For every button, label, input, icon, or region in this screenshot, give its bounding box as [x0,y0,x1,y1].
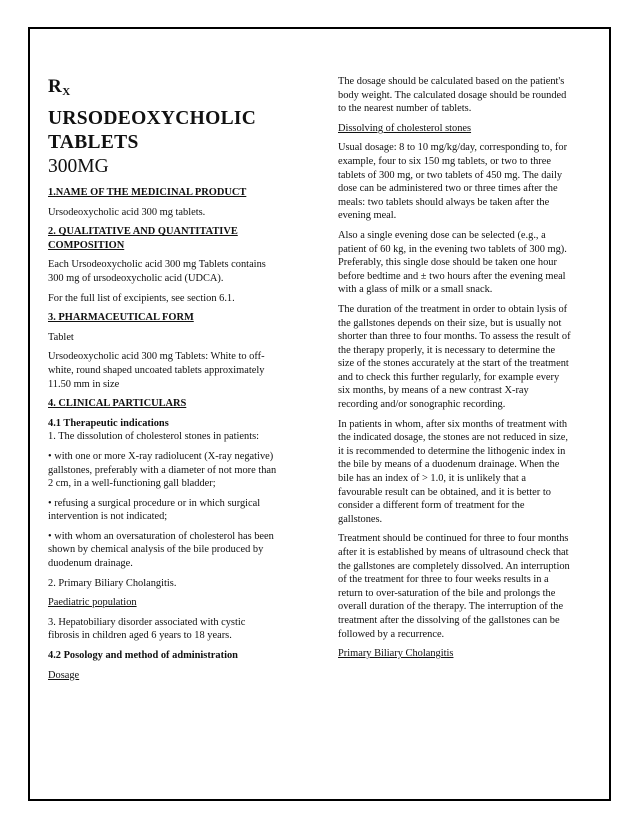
subheading-dissolving: Dissolving of cholesterol stones [338,122,472,134]
paragraph: For the full list of excipients, see section 6.1. [48,292,235,304]
paragraph: Tablet [48,331,74,343]
paragraph: 3. Hepatobiliary disorder associated with cystic fibrosis in children aged 6 years to 18 years. [48,616,246,642]
left-content [48,186,278,688]
subsection-heading-4-1: 4.1 Therapeutic indications [48,417,169,429]
paragraph: 2. Primary Biliary Cholangitis. [48,577,177,589]
paragraph: Usual dosage: 8 to 10 mg/kg/day, corresponding to, for example, four to six 150 mg tablets, or two to three tablets of 300 mg, or two tablets of 450 mg. The daily dose can be administered two or three times after the meals: two tablets should always be taken after the evening meal. [338,142,568,222]
paragraph: Treatment should be continued for three to four months after it is established by means of ultrasound check that the gallstones are completely dissolved. An interruption of the treatment for three to four weeks results in a return to over-saturation of the bile and prolongs the overall duration of the therapy. The interruption of the treatment after the dissolving of the gallstones can be followed by a recurrence. [338,533,570,640]
drug-title [48,107,256,155]
subheading-pbc: Primary Biliary Cholangitis [338,648,454,660]
paragraph: Also a single evening dose can be selected (e.g., a patient of 60 kg, in the evening two tablets of 300 mg). Preferably, this single dose should be taken one hour before bedtime and ± two hours after the evening meal with a glass of milk or a small snack. [338,229,567,296]
section-heading-4: 4. CLINICAL PARTICULARS [48,398,187,410]
subheading-dosage: Dosage [48,669,80,681]
drug-title-line1: URSODEOXYCHOLIC [48,108,257,129]
drug-strength: 300MG [48,156,109,177]
paragraph: Each Ursodeoxycholic acid 300 mg Tablets contains 300 mg of ursodeoxycholic acid (UDCA). [48,259,266,284]
drug-title-line2: TABLETS [48,132,139,153]
rx-symbol: $R_X$ [48,76,71,98]
section-heading-3: 3. PHARMACEUTICAL FORM [48,312,194,324]
paragraph: Ursodeoxycholic acid 300 mg tablets. [48,206,206,218]
paragraph: • refusing a surgical procedure or in which surgical intervention is not indicated; [48,497,261,523]
right-content [338,75,571,667]
paragraph: Ursodeoxycholic acid 300 mg Tablets: White to off-white, round shaped uncoated tablets approximately 11.50 mm in size [48,351,265,390]
paragraph: • with whom an oversaturation of cholesterol has been shown by chemical analysis of the bile produced by duodenum drainage. [48,530,274,570]
paragraph: 1. The dissolution of cholesterol stones in patients: [48,431,260,443]
paragraph: • with one or more X-ray radiolucent (X-ray negative) gallstones, preferably with a diameter of not more than 2 cm, in a well-functioning gall bladder; [48,450,277,490]
subheading-paediatric: Paediatric population [48,597,137,609]
paragraph: The dosage should be calculated based on the patient's body weight. The calculated dosage should be rounded to the nearest number of tablets. [338,76,567,115]
section-heading-2: 2. QUALITATIVE AND QUANTITATIVE COMPOSITION [48,226,238,251]
paragraph: The duration of the treatment in order to obtain lysis of the gallstones depends on their size, but is usually not shorter than three to four months. To assess the result of the therapy properly, it is necessary to determine the size of the stones accurately at the start of the treatment and to check this further regularly, for example every six months, by means of a new contrast X-ray recording and/or sonographic recording. [338,303,571,411]
subsection-heading-4-2: 4.2 Posology and method of administration [48,650,238,662]
paragraph: In patients in whom, after six months of treatment with the indicated dosage, the stones are not reduced in size, it is recommended to determine the lithogenic index in the bile by means of a duodenum drainage. When the bile has an index of > 1.0, it is unlikely that a favourable result can be obtained, and it is better to consider a different form of treatment for the gallstones. [338,418,568,525]
section-heading-1: 1.NAME OF THE MEDICINAL PRODUCT [48,187,247,198]
